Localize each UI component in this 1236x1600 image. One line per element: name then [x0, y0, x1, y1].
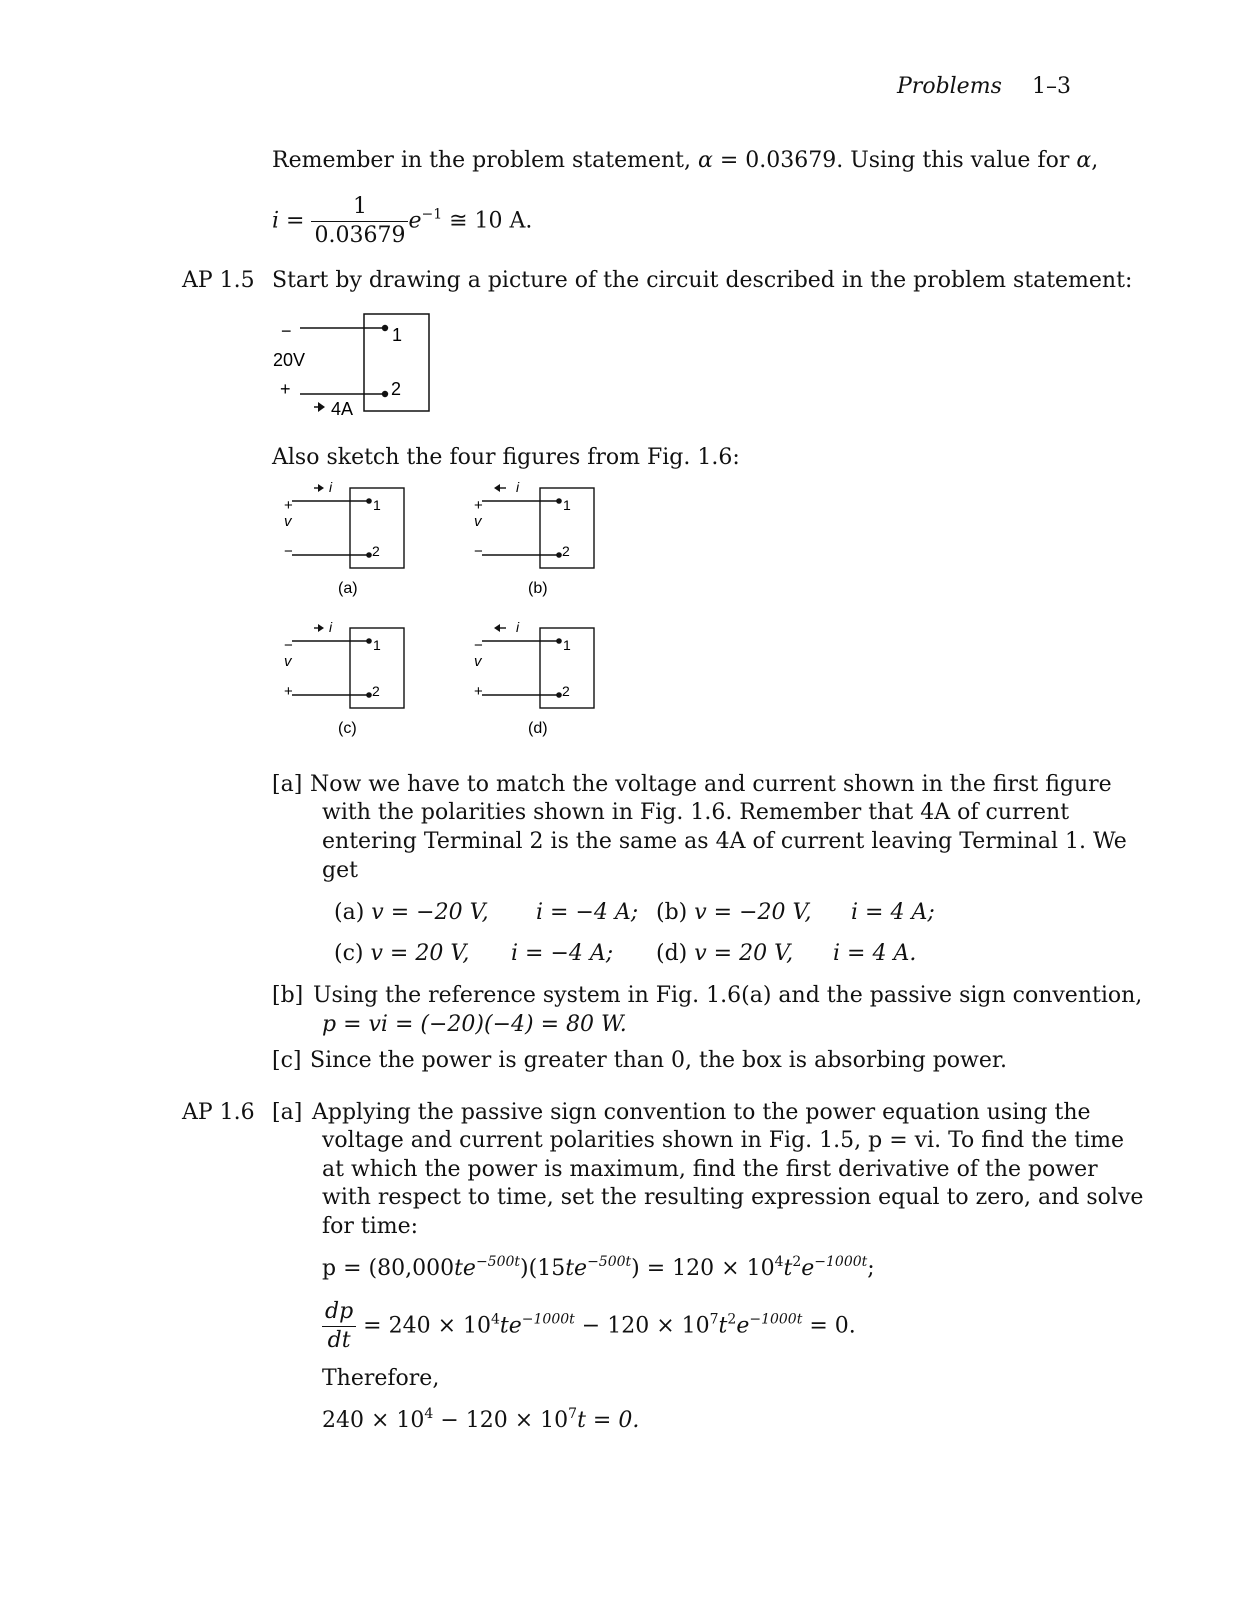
terminal-1-node — [382, 325, 388, 331]
figure-1-6-sketch — [270, 480, 420, 608]
terminal-2-node — [556, 552, 562, 558]
ap15-part-b-tag: [b] — [272, 983, 304, 1008]
terminal-2-label: 2 — [562, 543, 570, 559]
ap16-part-a-line-4: with respect to time, set the resulting expression equal to zero, and solve — [322, 1185, 1144, 1210]
ap15-part-a-line-1: Now we have to match the voltage and current shown in the first figure — [310, 772, 1112, 797]
ap15-label: AP 1.5 — [182, 268, 255, 293]
ap15-part-c-tag: [c] — [272, 1048, 302, 1073]
derivative-equation: $\frac{dp}{dt}$ = $240 \times 10^4te^{-1000t} - 120 \times 10^7t^2e^{-1000t} = 0$. — [322, 1298, 856, 1355]
result-b-current: i = 4 A; — [851, 900, 935, 925]
ap15-part-a-line-3: entering Terminal 2 is the same as 4A of current leaving Terminal 1. We — [322, 829, 1127, 854]
therefore-text: Therefore, — [322, 1366, 440, 1391]
top-polarity-sign: − — [284, 637, 293, 654]
ap15-part-a-line-4: get — [322, 858, 358, 883]
current-label: i — [516, 620, 520, 635]
terminal-2-label: 2 — [372, 543, 380, 559]
page-number: 1–3 — [1032, 74, 1071, 99]
current-label: 4A — [331, 399, 354, 419]
ap16-part-a-line-2: voltage and current polarities shown in Fig. 1.5, p = vi. To find the time — [322, 1128, 1124, 1153]
voltage-label: v — [474, 653, 482, 670]
top-polarity-sign: + — [284, 497, 293, 514]
power-equation: $p = (80,000te^{-500t})(15te^{-500t}) = 120 \times 10^4t^2e^{-1000t}$; — [322, 1254, 875, 1281]
fraction: $\frac{1}{0.03679}$ — [311, 193, 408, 250]
result-c: (c) v = 20 V, — [334, 941, 470, 966]
current-arrow-icon — [318, 402, 325, 412]
terminal-2-node — [382, 391, 388, 397]
ap15-part-c-line-1: Since the power is greater than 0, the box is absorbing power. — [310, 1048, 1007, 1073]
terminal-2-label: 2 — [391, 379, 402, 399]
ap15-intro: Start by drawing a picture of the circuit described in the problem statement: — [272, 268, 1133, 293]
terminal-1-node — [556, 498, 562, 504]
top-polarity-sign: + — [474, 497, 483, 514]
figure-1-6-sketch — [460, 620, 610, 748]
ap16-part-a-line-5: for time: — [322, 1214, 419, 1239]
intro-line: Remember in the problem statement, α = 0.03679. Using this value for α, — [272, 148, 1099, 173]
ap15-part-a-tag: [a] — [272, 772, 303, 797]
figure-1-6-sketch — [270, 620, 420, 748]
ap16-part-a-tag: [a] — [272, 1100, 303, 1125]
running-title: Problems — [897, 74, 1002, 99]
current-arrow-right-icon — [318, 484, 324, 492]
voltage-label: v — [284, 653, 292, 670]
terminal-1-label: 1 — [563, 637, 571, 653]
ap15-part-a-line-2: with the polarities shown in Fig. 1.6. Remember that 4A of current — [322, 800, 1070, 825]
result-a-current: i = −4 A; — [536, 900, 639, 925]
result-d: (d) v = 20 V, — [656, 941, 794, 966]
current-arrow-right-icon — [318, 624, 324, 632]
result-a: (a) v = −20 V, — [334, 900, 489, 925]
ap16-part-a-line-3: at which the power is maximum, find the first derivative of the power — [322, 1157, 1098, 1182]
terminal-1-node — [556, 638, 562, 644]
terminal-1-label: 1 — [373, 497, 381, 513]
top-polarity-sign: − — [474, 637, 483, 654]
sketch-text: Also sketch the four figures from Fig. 1.6: — [272, 445, 740, 470]
terminal-1-label: 1 — [392, 325, 403, 345]
result-d-current: i = 4 A. — [833, 941, 917, 966]
figure-label: (a) — [338, 580, 358, 597]
terminal-2-node — [556, 692, 562, 698]
bottom-polarity-sign: + — [474, 683, 483, 700]
current-label: i — [516, 480, 520, 495]
derivative-fraction: $\frac{dp}{dt}$ — [322, 1298, 356, 1355]
figure-1-6-sketch — [460, 480, 610, 608]
minus-sign: − — [281, 321, 292, 341]
bottom-polarity-sign: − — [474, 543, 483, 560]
figure-label: (c) — [338, 720, 357, 737]
figure-label: (b) — [528, 580, 548, 597]
circuit-diagram — [268, 308, 448, 423]
ap15-part-b-line-2: p = vi = (−20)(−4) = 80 W. — [322, 1012, 627, 1037]
terminal-1-node — [366, 638, 372, 644]
ap16-label: AP 1.6 — [182, 1100, 255, 1125]
result-b: (b) v = −20 V, — [656, 900, 812, 925]
terminal-2-node — [366, 552, 372, 558]
terminal-2-label: 2 — [372, 683, 380, 699]
result-c-current: i = −4 A; — [511, 941, 614, 966]
bottom-polarity-sign: + — [284, 683, 293, 700]
terminal-1-node — [366, 498, 372, 504]
terminal-2-label: 2 — [562, 683, 570, 699]
current-label: i — [329, 480, 333, 495]
plus-sign: + — [280, 379, 291, 399]
solve-equation: $240 \times 10^4 - 120 \times 10^7t = 0$. — [322, 1406, 640, 1433]
figure-label: (d) — [528, 720, 548, 737]
terminal-2-node — [366, 692, 372, 698]
current-equation: i = $\frac{1}{0.03679}$ $e^{-1}$ ≅ 10 A. — [272, 194, 533, 248]
voltage-label: v — [474, 513, 482, 530]
current-label: i — [329, 620, 333, 635]
terminal-1-label: 1 — [373, 637, 381, 653]
bottom-polarity-sign: − — [284, 543, 293, 560]
ap16-part-a-line-1: Applying the passive sign convention to the power equation using the — [312, 1100, 1091, 1125]
voltage-label: 20V — [273, 350, 306, 370]
voltage-label: v — [284, 513, 292, 530]
ap15-part-b-line-1: Using the reference system in Fig. 1.6(a) and the passive sign convention, — [313, 983, 1143, 1008]
terminal-1-label: 1 — [563, 497, 571, 513]
